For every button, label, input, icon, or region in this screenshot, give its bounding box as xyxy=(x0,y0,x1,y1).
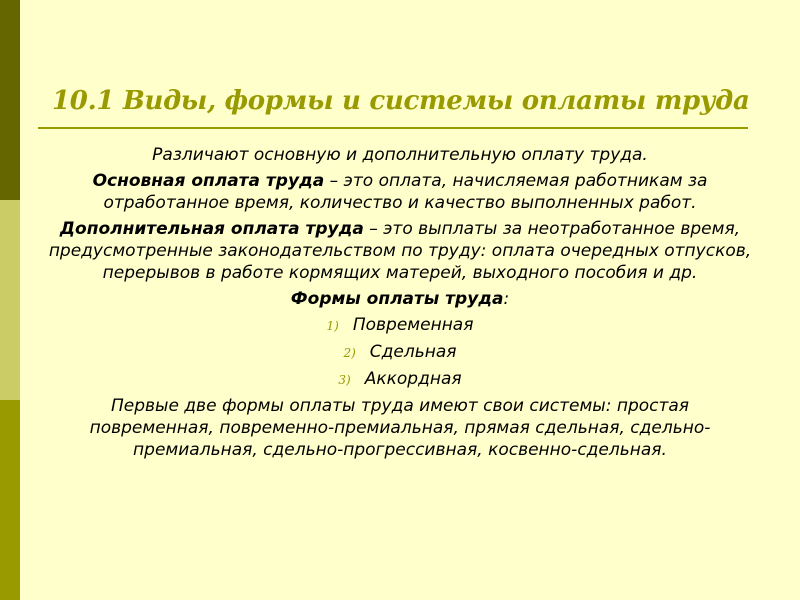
list-item-label: Аккордная xyxy=(364,369,462,389)
list-marker: 3) xyxy=(338,373,351,387)
additional-pay-definition: – это выплаты за неотработанное время, предусмотренные законодательством по труду: оплата очередных отпусков, перерывов в работе кормящих матерей, выходного пособия и др. xyxy=(48,219,752,283)
basic-pay-term: Основная оплата труда xyxy=(92,171,325,191)
list-marker: 2) xyxy=(343,346,356,360)
forms-heading-text: Формы оплаты труда xyxy=(290,289,504,309)
forms-heading-colon: : xyxy=(503,289,510,309)
side-bar-middle xyxy=(0,200,20,400)
slide-title: 10.1 Виды, формы и системы оплаты труда xyxy=(52,86,750,116)
list-item xyxy=(48,368,752,391)
list-marker: 1) xyxy=(326,319,339,333)
forms-list xyxy=(48,314,752,391)
side-bar-bottom xyxy=(0,400,20,600)
basic-pay-definition: – это оплата, начисляемая работникам за отработанное время, количество и качество выполненных работ. xyxy=(103,171,708,213)
list-item xyxy=(48,341,752,364)
intro-paragraph: Различают основную и дополнительную оплату труда. xyxy=(152,145,648,165)
list-item xyxy=(48,314,752,337)
title-underline xyxy=(38,127,748,129)
forms-heading xyxy=(48,288,752,310)
slide-body xyxy=(48,144,752,465)
side-bar-top xyxy=(0,0,20,200)
list-item-label: Сдельная xyxy=(369,342,457,362)
additional-pay-paragraph xyxy=(48,218,752,284)
list-item-label: Повременная xyxy=(352,315,474,335)
additional-pay-term: Дополнительная оплата труда xyxy=(59,219,364,239)
basic-pay-paragraph xyxy=(48,170,752,214)
systems-paragraph: Первые две формы оплаты труда имеют свои системы: простая повременная, повременно-премиальная, прямая сдельная, сдельно-премиальная, сдельно-прогрессивная, косвенно-сдельная. xyxy=(89,396,711,460)
